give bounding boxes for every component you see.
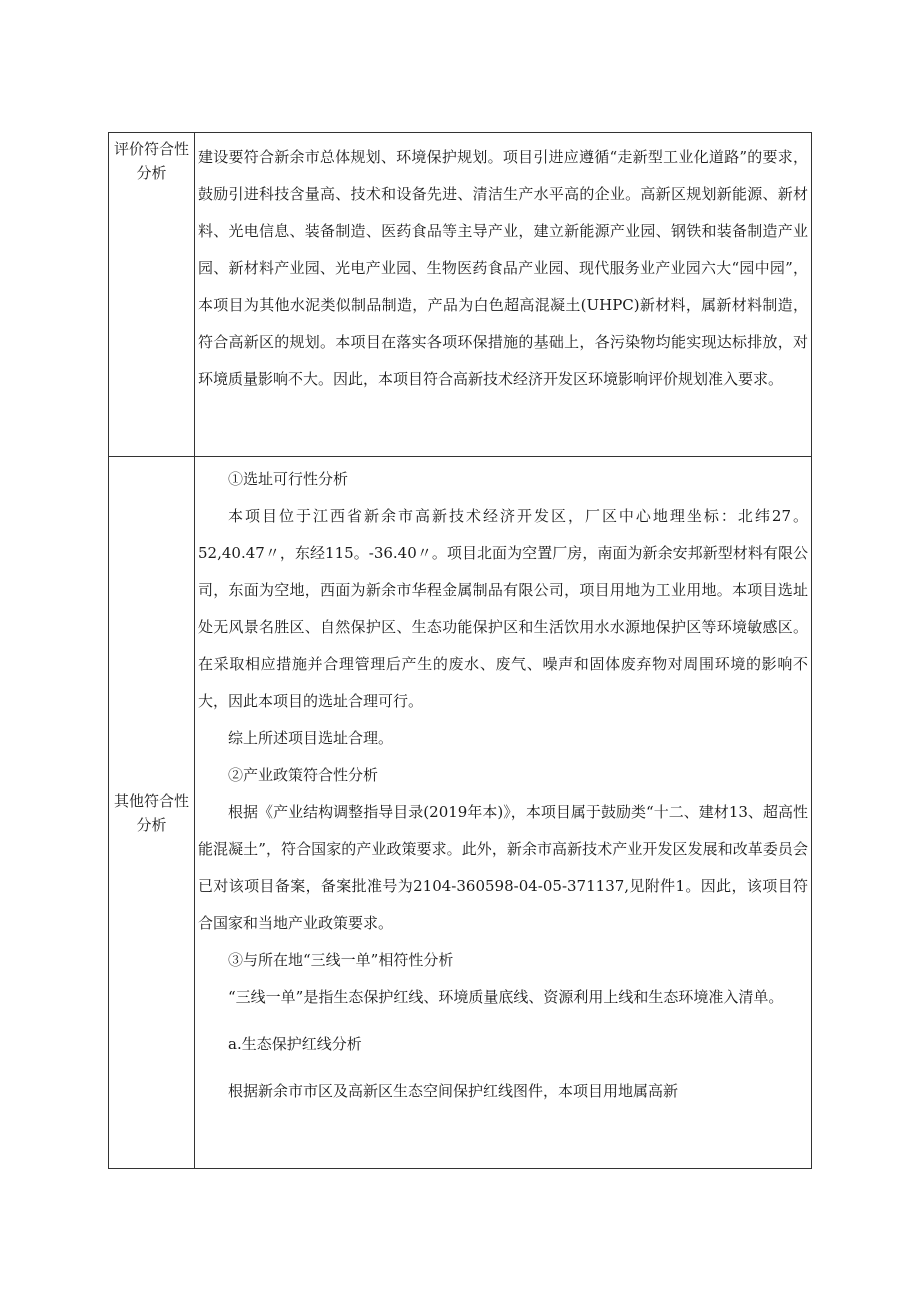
paragraph: 根据新余市市区及高新区生态空间保护红线图件，本项目用地属高新 — [228, 1082, 679, 1100]
section-heading-policy: ②产业政策符合性分析 — [228, 766, 379, 784]
section-heading-three-lines: ③与所在地“三线一单”相符性分析 — [228, 951, 454, 969]
assessment-table — [108, 132, 812, 1169]
table-row-evaluation — [109, 133, 812, 457]
row-label-other: 其他符合性分析 — [109, 457, 195, 1169]
paragraph: 综上所述项目选址合理。 — [228, 729, 394, 747]
section-heading-site: ①选址可行性分析 — [228, 470, 349, 488]
paragraph: 根据《产业结构调整指导目录(2019年本)》，本项目属于鼓励类“十二、建材13、超高性能混凝土”，符合国家的产业政策要求。此外，新余市高新技术产业开发区发展和改革委员会已对该项目备案，备案批准号为2104-360598-04-05-371137,见附件1。因此，该项目符合国家和当地产业政策要求。 — [198, 803, 808, 932]
paragraph: 本项目位于江西省新余市高新技术经济开发区，厂区中心地理坐标：北纬27。52,40.47〃，东经115。-36.40〃。项目北面为空置厂房，南面为新余安邦新型材料有限公司，东面为空地，西面为新余市华程金属制品有限公司，项目用地为工业用地。本项目选址处无风景名胜区、自然保护区、生态功能保护区和生活饮用水水源地保护区等环境敏感区。在采取相应措施并合理管理后产生的废水、废气、噪声和固体废弃物对周围环境的影响不大，因此本项目的选址合理可行。 — [198, 507, 808, 710]
table-row-other — [109, 457, 812, 1169]
paragraph: “三线一单”是指生态保护红线、环境质量底线、资源利用上线和生态环境准入清单。 — [228, 988, 784, 1006]
row-content-other — [195, 457, 812, 1169]
paragraph: 建设要符合新余市总体规划、环境保护规划。项目引进应遵循“走新型工业化道路”的要求，鼓励引进科技含量高、技术和设备先进、清洁生产水平高的企业。高新区规划新能源、新材料、光电信息、装备制造、医药食品等主导产业，建立新能源产业园、钢铁和装备制造产业园、新材料产业园、光电产业园、生物医药食品产业园、现代服务业产业园六大“园中园”，本项目为其他水泥类似制品制造，产品为白色超高混凝土(UHPC)新材料，属新材料制造，符合高新区的规划。本项目在落实各项环保措施的基础上，各污染物均能实现达标排放，对环境质量影响不大。因此，本项目符合高新技术经济开发区环境影响评价规划准入要求。 — [198, 148, 808, 388]
sub-heading-red-line: a.生态保护红线分析 — [228, 1035, 362, 1053]
row-label-evaluation: 评价符合性分析 — [109, 133, 195, 457]
row-content-evaluation — [195, 133, 812, 457]
